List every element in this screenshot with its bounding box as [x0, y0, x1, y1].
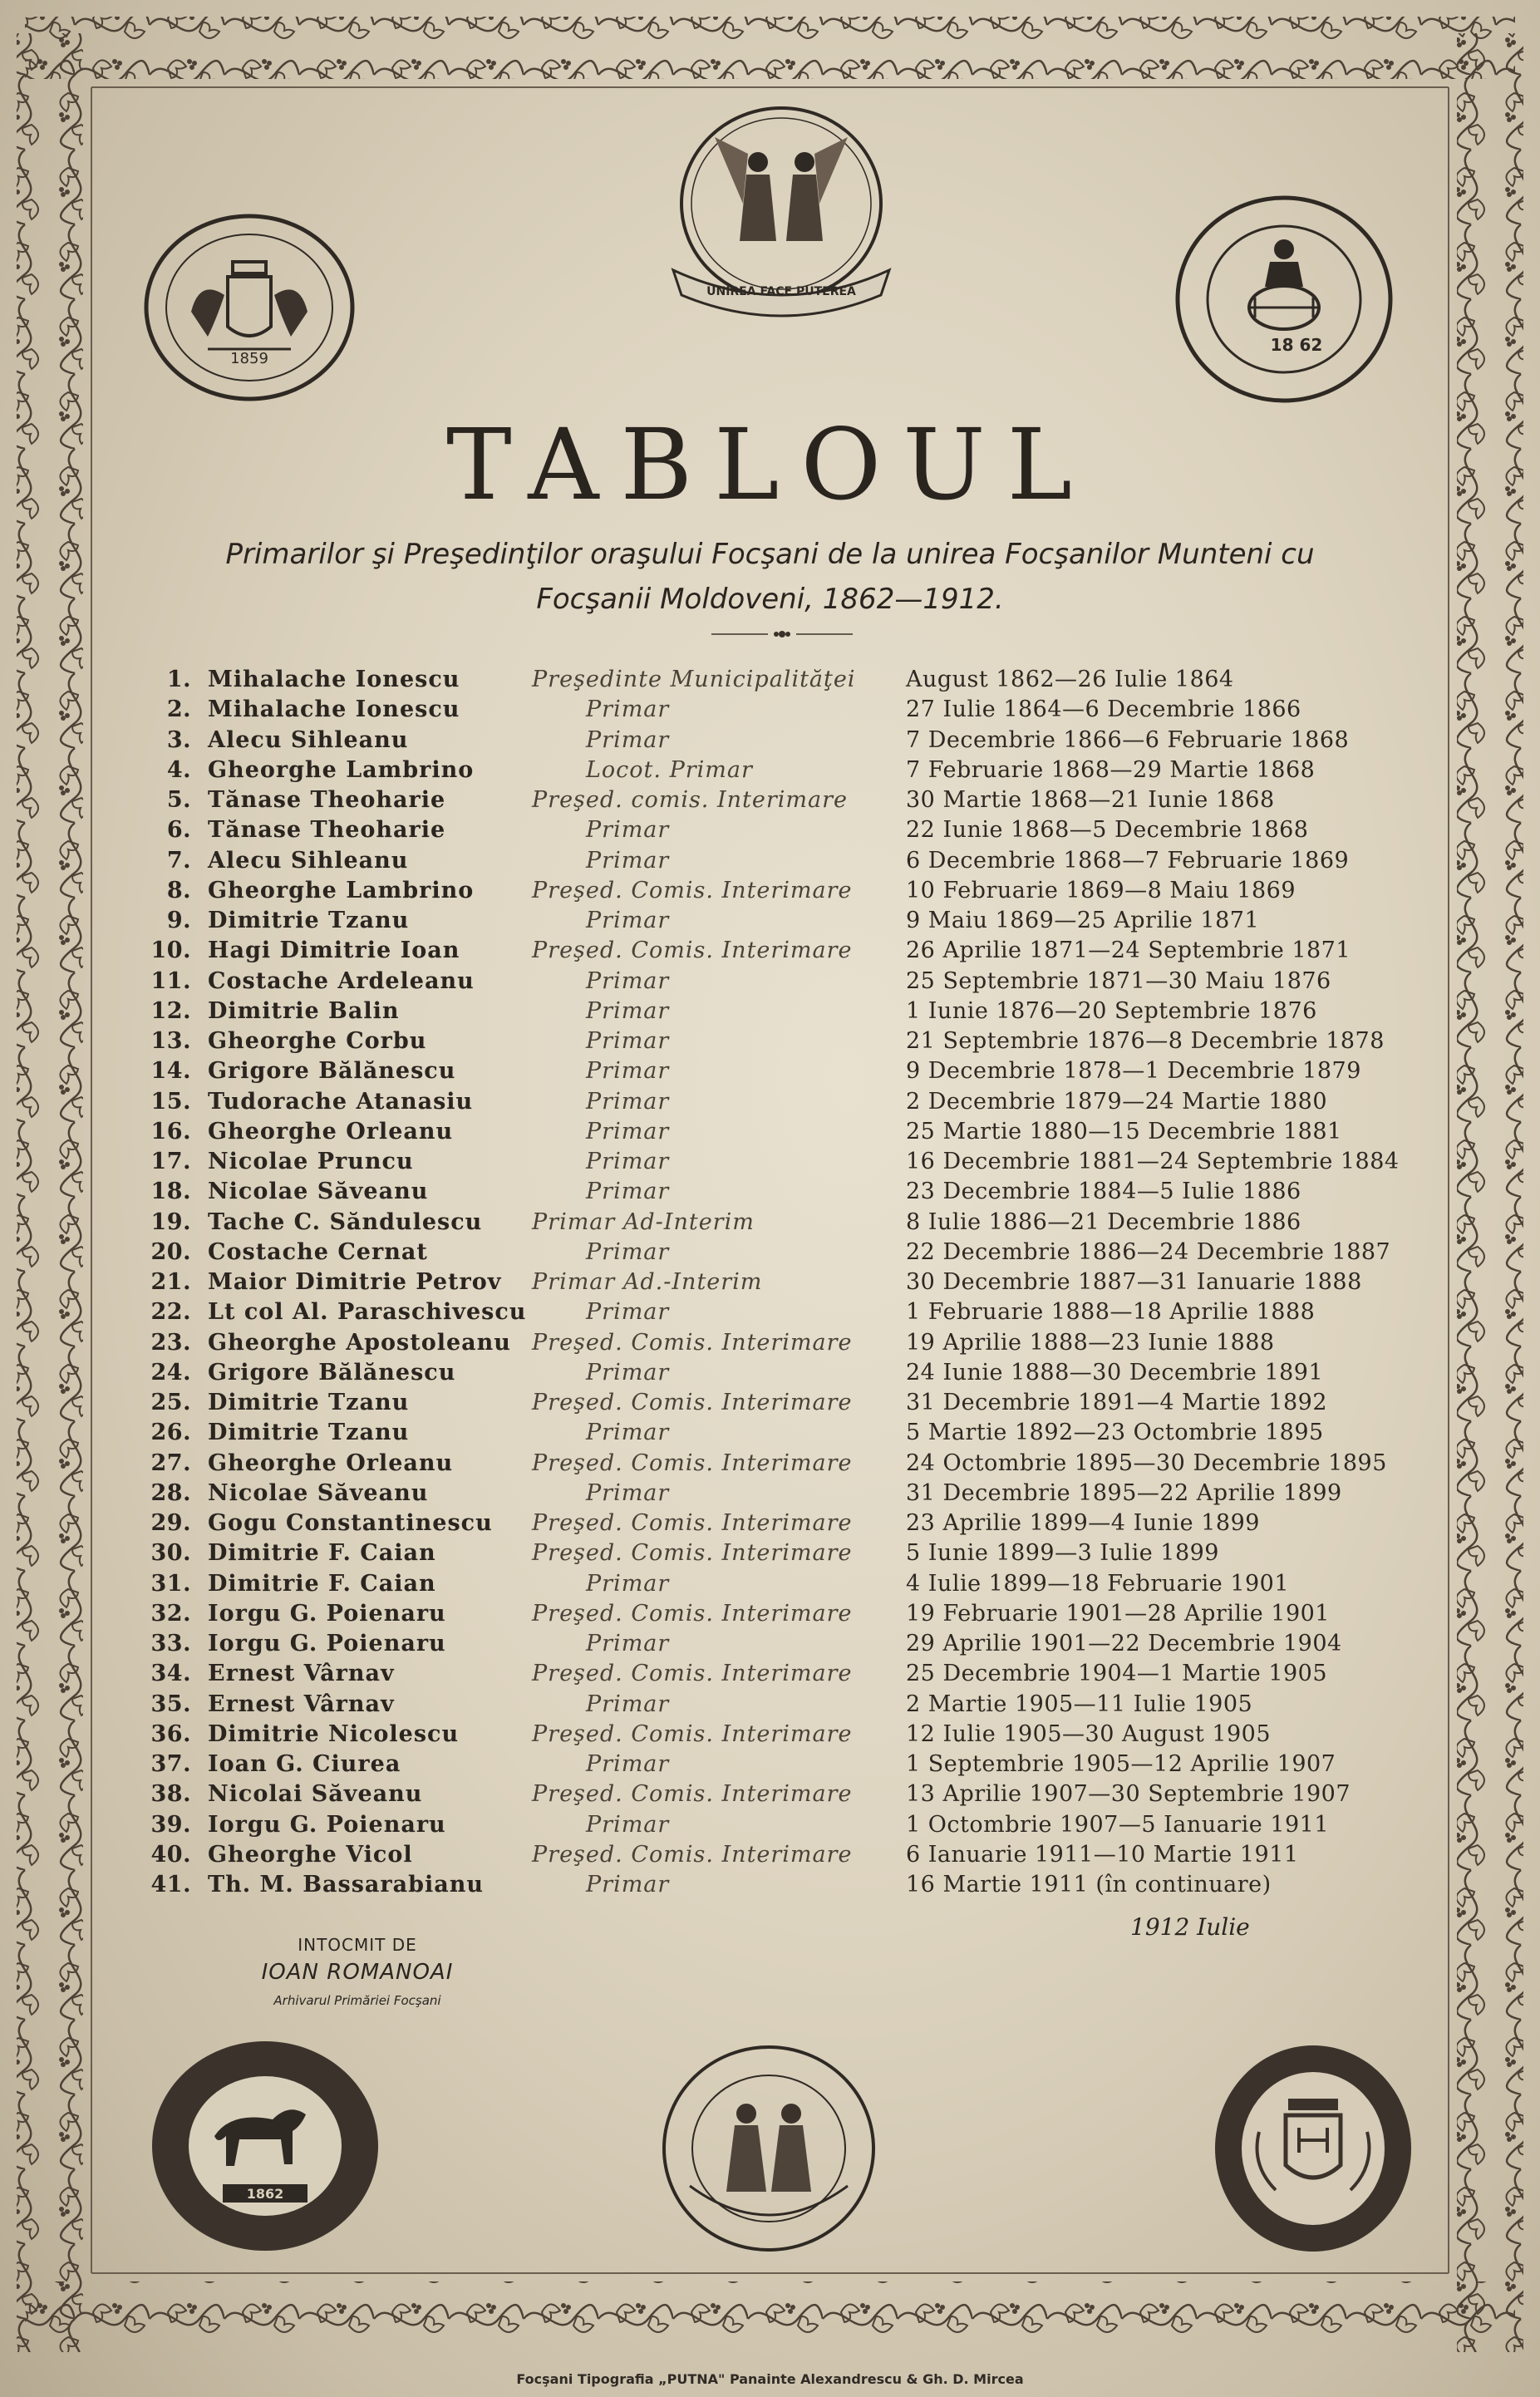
roster-number: 36.	[150, 1720, 191, 1747]
roster-period: 22 Decembrie 1886—24 Decembrie 1887	[906, 1238, 1391, 1265]
roster-name: Grigore Bălănescu	[208, 1058, 456, 1085]
roster-row	[0, 1026, 1540, 1056]
seal-municipalitatea-focsani	[1172, 191, 1396, 407]
roster-row	[0, 1388, 1540, 1418]
roster-period: 30 Martie 1868—21 Iunie 1868	[906, 787, 1275, 813]
compiler-name: IOAN ROMANOAI	[261, 1960, 454, 1985]
roster-name: Th. M. Bassarabianu	[208, 1872, 485, 1897]
roster-number: 23.	[150, 1329, 191, 1356]
roster-name: Alecu Sihleanu	[208, 847, 409, 874]
roster-number: 21.	[150, 1269, 191, 1295]
roster-period: 24 Octombrie 1895—30 Decembrie 1895	[906, 1450, 1387, 1476]
compiler-position: Arhivarul Primăriei Focşani	[273, 1993, 441, 2008]
roster-period: 8 Iulie 1886—21 Decembrie 1886	[906, 1208, 1301, 1235]
roster-name: Ernest Vârnav	[208, 1661, 395, 1687]
roster-role: Primar	[586, 908, 670, 933]
roster-row	[0, 1538, 1540, 1568]
roster-period: 13 Aprilie 1907—30 Septembrie 1907	[906, 1781, 1351, 1808]
seal-bottom-year: 1862	[246, 2186, 284, 2202]
roster-role: Preşed. Comis. Interimare	[532, 1510, 853, 1536]
roster-role: Locot. Primar	[586, 756, 753, 783]
roster-number: 37.	[150, 1751, 191, 1777]
roster-period: 1 Iunie 1876—20 Septembrie 1876	[906, 997, 1317, 1024]
roster-name: Costache Ardeleanu	[208, 967, 475, 994]
roster-number: 35.	[150, 1691, 191, 1717]
roster-role: Primar	[586, 997, 670, 1024]
roster-period: 7 Februarie 1868—29 Martie 1868	[906, 756, 1316, 783]
roster-name: Gheorghe Lambrino	[208, 756, 475, 783]
roster-role: Preşed. Comis. Interimare	[532, 1720, 853, 1747]
roster-role: Preşed. Comis. Interimare	[532, 1329, 853, 1356]
roster-role: Preşed. Comis. Interimare	[532, 1390, 853, 1415]
roster-row	[0, 967, 1540, 997]
page-title: TABLOUL	[445, 407, 1095, 522]
roster-name: Maior Dimitrie Petrov	[208, 1269, 502, 1295]
roster-row	[0, 815, 1540, 845]
seal-top-center-motto: UNIREA FACE PUTEREA	[706, 285, 856, 298]
roster-role: Primar	[586, 1149, 670, 1174]
roster-role: Preşed. Comis. Interimare	[532, 877, 853, 903]
divider-ornament	[711, 629, 853, 639]
roster-number: 40.	[150, 1841, 191, 1868]
roster-number: 41.	[150, 1872, 191, 1897]
roster-period: 1 Februarie 1888—18 Aprilie 1888	[906, 1299, 1316, 1326]
roster-name: Gheorghe Orleanu	[208, 1450, 454, 1476]
roster-name: Nicolae Săveanu	[208, 1179, 429, 1205]
roster-name: Dimitrie Nicolescu	[208, 1720, 460, 1747]
roster-name: Nicolae Pruncu	[208, 1149, 414, 1174]
roster-row	[0, 1629, 1540, 1659]
roster-name: Dimitrie Tzanu	[208, 1390, 410, 1415]
roster-period: 6 Ianuarie 1911—10 Martie 1911	[906, 1841, 1299, 1868]
roster-row	[0, 665, 1540, 695]
roster-name: Alecu Sihleanu	[208, 726, 409, 753]
roster-role: Primar	[586, 1691, 670, 1717]
roster-number: 34.	[150, 1661, 191, 1687]
roster-number: 6.	[166, 817, 191, 844]
roster-name: Hagi Dimitrie Ioan	[208, 938, 460, 964]
roster-number: 5.	[166, 787, 191, 813]
seal-principatele-unite	[141, 212, 357, 403]
seal-legiunea-guardii	[657, 2040, 881, 2257]
roster-role: Primar	[586, 1299, 670, 1326]
roster-role: Preşed. Comis. Interimare	[532, 1661, 853, 1687]
roster-name: Mihalache Ionescu	[208, 667, 460, 692]
roster-number: 2.	[166, 696, 191, 723]
roster-period: 22 Iunie 1868—5 Decembrie 1868	[906, 817, 1309, 844]
roster-name: Iorgu G. Poienaru	[208, 1600, 446, 1627]
seal-unirea-face-puterea-top	[657, 96, 906, 337]
roster-role: Primar	[586, 1238, 670, 1265]
roster-row	[0, 1599, 1540, 1629]
roster-number: 17.	[150, 1149, 191, 1174]
roster-role: Primar	[586, 696, 670, 723]
seal-moldova-cyrillic	[1209, 2040, 1417, 2257]
roster-role: Primar	[586, 726, 670, 753]
roster-number: 15.	[150, 1088, 191, 1115]
roster-row	[0, 1418, 1540, 1448]
roster-row	[0, 1449, 1540, 1479]
roster-period: 26 Aprilie 1871—24 Septembrie 1871	[906, 938, 1351, 964]
roster-period: 24 Iunie 1888—30 Decembrie 1891	[906, 1359, 1324, 1386]
roster-row	[0, 1659, 1540, 1689]
roster-number: 27.	[150, 1450, 191, 1476]
roster-period: 1 Octombrie 1907—5 Ianuarie 1911	[906, 1811, 1330, 1838]
roster-role: Primar	[586, 1179, 670, 1205]
roster-row	[0, 1177, 1540, 1207]
roster-role: Preşed. Comis. Interimare	[532, 1600, 853, 1627]
roster-period: 25 Decembrie 1904—1 Martie 1905	[906, 1661, 1328, 1687]
roster-period: 12 Iulie 1905—30 August 1905	[906, 1720, 1272, 1747]
roster-name: Nicolai Săveanu	[208, 1781, 423, 1808]
roster-period: 9 Maiu 1869—25 Aprilie 1871	[906, 908, 1260, 933]
roster-number: 22.	[150, 1299, 191, 1326]
seal-year-1862: 18 62	[1270, 335, 1323, 355]
roster-name: Gheorghe Lambrino	[208, 877, 475, 903]
roster-role: Primar	[586, 1118, 670, 1144]
roster-number: 7.	[166, 847, 191, 874]
roster-period: 5 Martie 1892—23 Octombrie 1895	[906, 1420, 1324, 1446]
roster-period: 6 Decembrie 1868—7 Februarie 1869	[906, 847, 1350, 874]
roster-role: Primar	[586, 1479, 670, 1506]
roster-number: 32.	[150, 1600, 191, 1627]
roster-number: 26.	[150, 1420, 191, 1446]
roster-name: Mihalache Ionescu	[208, 696, 460, 723]
roster-row	[0, 1358, 1540, 1388]
roster-number: 1.	[166, 667, 191, 692]
compiler-block	[233, 1935, 482, 2008]
roster-number: 19.	[150, 1208, 191, 1235]
roster-role: Preşed. comis. Interimare	[532, 787, 848, 813]
roster-period: 5 Iunie 1899—3 Iulie 1899	[906, 1540, 1219, 1567]
roster-name: Dimitrie Tzanu	[208, 908, 410, 933]
roster-role: Primar	[586, 1420, 670, 1446]
roster-row	[0, 1569, 1540, 1599]
roster-number: 3.	[166, 726, 191, 753]
roster-number: 33.	[150, 1631, 191, 1656]
page-subtitle	[133, 532, 1407, 622]
roster-name: Dimitrie Balin	[208, 997, 400, 1024]
roster-period: 19 Februarie 1901—28 Aprilie 1901	[906, 1600, 1330, 1627]
roster-row	[0, 997, 1540, 1026]
roster-period: 29 Aprilie 1901—22 Decembrie 1904	[906, 1631, 1342, 1656]
roster-row	[0, 695, 1540, 725]
roster-number: 18.	[150, 1179, 191, 1205]
roster-number: 4.	[166, 756, 191, 783]
roster-period: 31 Decembrie 1891—4 Martie 1892	[906, 1390, 1328, 1415]
seal-focsani-horse	[148, 2036, 382, 2257]
roster-number: 39.	[150, 1811, 191, 1838]
printer-imprint: Focşani Tipografia „PUTNA" Panainte Alexandrescu & Gh. D. Mircea	[516, 2371, 1024, 2387]
roster-role: Preşed. Comis. Interimare	[532, 1841, 853, 1868]
roster-period: 2 Decembrie 1879—24 Martie 1880	[906, 1088, 1328, 1115]
roster-name: Ernest Vârnav	[208, 1691, 395, 1717]
roster-role: Primar	[586, 847, 670, 874]
roster-number: 38.	[150, 1781, 191, 1808]
roster-number: 10.	[150, 938, 191, 964]
roster-role: Primar Ad.-Interim	[532, 1269, 763, 1295]
roster-name: Dimitrie F. Caian	[208, 1540, 436, 1567]
roster-name: Dimitrie Tzanu	[208, 1420, 410, 1446]
roster-number: 8.	[166, 877, 191, 903]
roster-role: Preşed. Comis. Interimare	[532, 1540, 853, 1567]
roster-period: 2 Martie 1905—11 Iulie 1905	[906, 1691, 1253, 1717]
roster-name: Nicolae Săveanu	[208, 1479, 429, 1506]
roster-role: Primar	[586, 817, 670, 844]
roster-row	[0, 846, 1540, 876]
roster-number: 11.	[150, 967, 191, 994]
roster-role: Primar	[586, 1088, 670, 1115]
roster-role: Primar	[586, 1058, 670, 1085]
roster-row	[0, 785, 1540, 815]
roster-period: 19 Aprilie 1888—23 Iunie 1888	[906, 1329, 1275, 1356]
roster-number: 31.	[150, 1570, 191, 1597]
roster-period: August 1862—26 Iulie 1864	[906, 667, 1234, 692]
roster-row	[0, 1056, 1540, 1086]
roster-period: 23 Aprilie 1899—4 Iunie 1899	[906, 1510, 1260, 1536]
roster-name: Iorgu G. Poienaru	[208, 1631, 446, 1656]
roster-number: 16.	[150, 1118, 191, 1144]
roster-number: 25.	[150, 1390, 191, 1415]
roster-role: Primar	[586, 967, 670, 994]
roster-number: 28.	[150, 1479, 191, 1506]
roster-row	[0, 1479, 1540, 1509]
roster-period: 23 Decembrie 1884—5 Iulie 1886	[906, 1179, 1301, 1205]
roster-row	[0, 936, 1540, 966]
document-date: 1912 Iulie	[1130, 1913, 1250, 1941]
roster-name: Lt col Al. Paraschivescu	[208, 1299, 527, 1326]
roster-row	[0, 1690, 1540, 1720]
roster-row	[0, 1208, 1540, 1238]
roster-role: Preşedinte Municipalităţei	[532, 667, 856, 692]
roster-row	[0, 906, 1540, 936]
roster-name: Tănase Theoharie	[208, 787, 446, 813]
roster-period: 30 Decembrie 1887—31 Ianuarie 1888	[906, 1269, 1362, 1295]
roster-period: 10 Februarie 1869—8 Maiu 1869	[906, 877, 1296, 903]
roster-name: Gheorghe Orleanu	[208, 1118, 454, 1144]
roster-name: Dimitrie F. Caian	[208, 1570, 436, 1597]
roster-role: Primar	[586, 1028, 670, 1054]
roster-row	[0, 1840, 1540, 1870]
roster-number: 29.	[150, 1510, 191, 1536]
seal-year-1859: 1859	[230, 350, 268, 367]
roster-period: 4 Iulie 1899—18 Februarie 1901	[906, 1570, 1290, 1597]
roster-name: Costache Cernat	[208, 1238, 428, 1265]
roster-row	[0, 1328, 1540, 1358]
roster-name: Gogu Constantinescu	[208, 1510, 493, 1536]
roster-role: Primar	[586, 1631, 670, 1656]
roster-role: Preşed. Comis. Interimare	[532, 1450, 853, 1476]
roster-period: 7 Decembrie 1866—6 Februarie 1868	[906, 726, 1350, 753]
roster-period: 31 Decembrie 1895—22 Aprilie 1899	[906, 1479, 1342, 1506]
roster-name: Tudorache Atanasiu	[208, 1088, 474, 1115]
roster-row	[0, 1810, 1540, 1840]
roster-row	[0, 1509, 1540, 1538]
roster-period: 21 Septembrie 1876—8 Decembrie 1878	[906, 1028, 1385, 1054]
roster-row	[0, 1267, 1540, 1297]
subtitle-line-1: Primarilor şi Preşedinţilor oraşului Focşani de la unirea Focşanilor Munteni cu	[225, 538, 1315, 571]
roster-period: 16 Martie 1911 (în continuare)	[906, 1872, 1272, 1897]
roster-name: Tache C. Săndulescu	[208, 1208, 483, 1235]
roster-role: Primar Ad-Interim	[532, 1208, 755, 1235]
roster-row	[0, 1297, 1540, 1327]
roster-period: 25 Martie 1880—15 Decembrie 1881	[906, 1118, 1342, 1144]
roster-number: 30.	[150, 1540, 191, 1567]
roster-name: Gheorghe Corbu	[208, 1028, 427, 1054]
roster-period: 27 Iulie 1864—6 Decembrie 1866	[906, 696, 1301, 723]
roster-number: 13.	[150, 1028, 191, 1054]
roster-row	[0, 756, 1540, 785]
roster-period: 25 Septembrie 1871—30 Maiu 1876	[906, 967, 1331, 994]
roster-name: Ioan G. Ciurea	[208, 1751, 401, 1777]
roster-role: Primar	[586, 1751, 670, 1777]
roster-period: 1 Septembrie 1905—12 Aprilie 1907	[906, 1751, 1336, 1777]
roster-number: 14.	[150, 1058, 191, 1085]
compiler-label: INTOCMIT DE	[298, 1935, 417, 1955]
roster-role: Primar	[586, 1359, 670, 1386]
roster-period: 16 Decembrie 1881—24 Septembrie 1884	[906, 1149, 1400, 1174]
roster-role: Primar	[586, 1811, 670, 1838]
roster-row	[0, 726, 1540, 756]
roster-number: 24.	[150, 1359, 191, 1386]
roster-name: Tănase Theoharie	[208, 817, 446, 844]
roster-role: Primar	[586, 1570, 670, 1597]
roster-row	[0, 1870, 1540, 1900]
roster-role: Preşed. Comis. Interimare	[532, 1781, 853, 1808]
roster-name: Gheorghe Vicol	[208, 1841, 413, 1868]
roster-row	[0, 1779, 1540, 1809]
roster-name: Gheorghe Apostoleanu	[208, 1329, 511, 1356]
roster-row	[0, 1720, 1540, 1750]
roster-row	[0, 1750, 1540, 1779]
roster-row	[0, 1087, 1540, 1117]
roster-name: Grigore Bălănescu	[208, 1359, 456, 1386]
roster-number: 12.	[150, 997, 191, 1024]
roster-row	[0, 1117, 1540, 1147]
roster-number: 9.	[166, 908, 191, 933]
roster-row	[0, 876, 1540, 906]
roster-number: 20.	[150, 1238, 191, 1265]
roster-role: Primar	[586, 1872, 670, 1897]
subtitle-line-2: Focşanii Moldoveni, 1862—1912.	[536, 583, 1004, 616]
roster-period: 9 Decembrie 1878—1 Decembrie 1879	[906, 1058, 1361, 1085]
roster-name: Iorgu G. Poienaru	[208, 1811, 446, 1838]
roster-row	[0, 1238, 1540, 1267]
roster-row	[0, 1147, 1540, 1177]
roster-role: Preşed. Comis. Interimare	[532, 938, 853, 964]
